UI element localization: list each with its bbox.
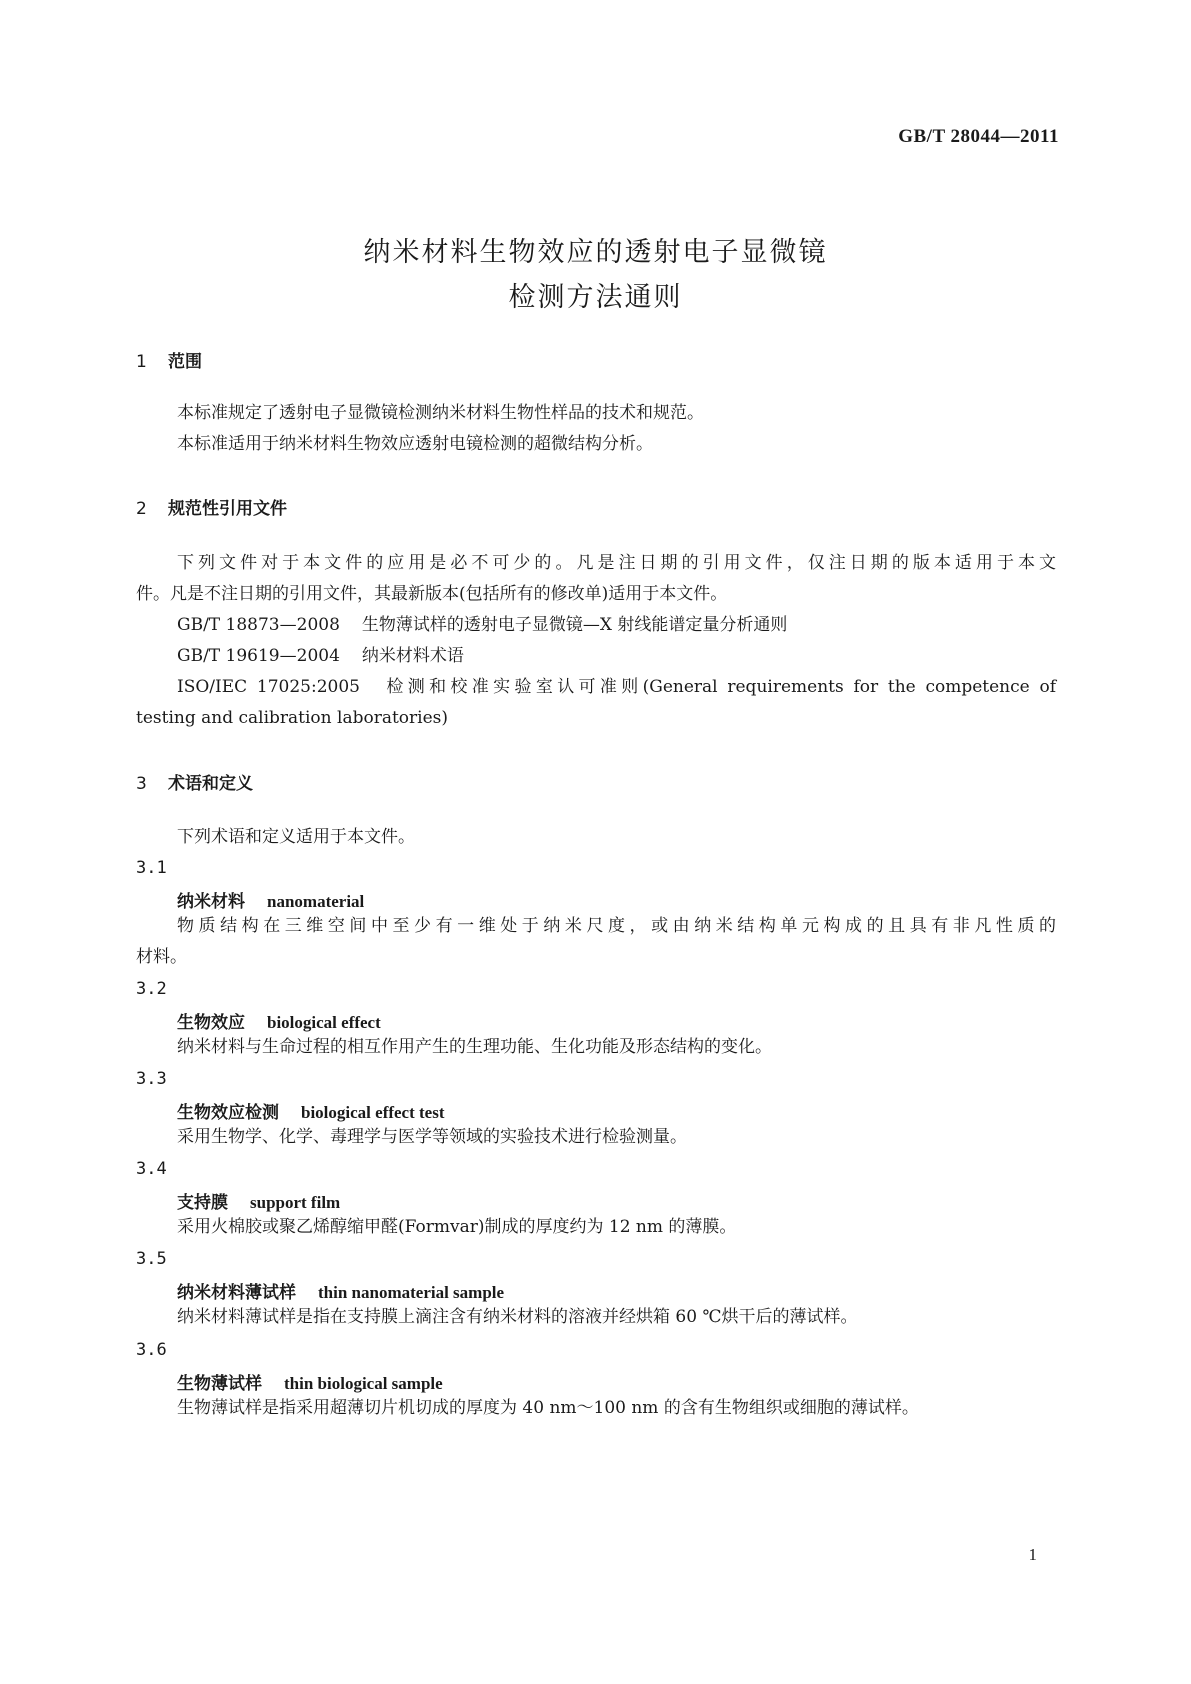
standard-number: GB/T 28044—2011	[898, 126, 1059, 147]
term-definition: 材料。	[136, 947, 187, 967]
reference-code: ISO/IEC 17025:2005	[177, 677, 360, 697]
term-heading	[177, 887, 364, 912]
term-en: thin biological sample	[284, 1374, 443, 1393]
term-number: 3.1	[136, 858, 167, 878]
term-definition: 纳米材料薄试样是指在支持膜上滴注含有纳米材料的溶液并经烘箱 60 ℃烘干后的薄试样。	[177, 1307, 858, 1327]
term-definition: 纳米材料与生命过程的相互作用产生的生理功能、生化功能及形态结构的变化。	[177, 1037, 772, 1057]
paragraph: 件。凡是不注日期的引用文件，其最新版本(包括所有的修改单)适用于本文件。	[136, 584, 728, 604]
reference-item	[177, 672, 1056, 703]
document-title-line2: 检测方法通则	[508, 282, 683, 313]
term-zh: 纳米材料薄试样	[177, 1283, 296, 1303]
section-2-heading	[136, 494, 287, 519]
term-zh: 生物效应	[177, 1013, 245, 1033]
paragraph: 下列文件对于本文件的应用是必不可少的。凡是注日期的引用文件，仅注日期的版本适用于本文	[177, 553, 1056, 573]
term-en: support film	[250, 1193, 341, 1212]
term-en: biological effect	[267, 1013, 381, 1032]
term-number: 3.2	[136, 979, 167, 999]
reference-code: GB/T 19619—2004	[177, 646, 340, 666]
reference-item	[177, 610, 787, 641]
term-zh: 纳米材料	[177, 892, 245, 912]
section-number: 3	[136, 774, 147, 794]
reference-code: GB/T 18873—2008	[177, 615, 340, 635]
term-en: thin nanomaterial sample	[318, 1283, 505, 1302]
section-1-heading	[136, 347, 202, 372]
term-definition: 生物薄试样是指采用超薄切片机切成的厚度为 40 nm～100 nm 的含有生物组织或细胞的薄试样。	[177, 1398, 919, 1418]
term-number: 3.4	[136, 1159, 167, 1179]
document-title-line1: 纳米材料生物效应的透射电子显微镜	[363, 237, 828, 268]
term-heading	[177, 1369, 443, 1394]
paragraph: 本标准适用于纳米材料生物效应透射电镜检测的超微结构分析。	[177, 434, 653, 454]
section-title: 规范性引用文件	[168, 499, 287, 519]
term-number: 3.6	[136, 1340, 167, 1360]
reference-title: 纳米材料术语	[361, 646, 464, 666]
term-zh: 生物效应检测	[177, 1103, 279, 1123]
term-zh: 生物薄试样	[177, 1374, 262, 1394]
section-title: 术语和定义	[168, 774, 253, 794]
section-3-heading	[136, 769, 253, 794]
paragraph: 本标准规定了透射电子显微镜检测纳米材料生物性样品的技术和规范。	[177, 403, 704, 423]
reference-continuation: testing and calibration laboratories)	[136, 708, 449, 728]
term-number: 3.5	[136, 1249, 167, 1269]
section-number: 1	[136, 352, 147, 372]
term-zh: 支持膜	[177, 1193, 228, 1213]
section-number: 2	[136, 499, 147, 519]
reference-title: 检测和校准实验室认可准则(General requirements for the competence of	[382, 677, 1056, 697]
section-title: 范围	[168, 352, 202, 372]
term-heading	[177, 1098, 445, 1123]
paragraph: 下列术语和定义适用于本文件。	[177, 827, 415, 847]
term-en: biological effect test	[301, 1103, 445, 1122]
term-definition: 物质结构在三维空间中至少有一维处于纳米尺度，或由纳米结构单元构成的且具有非凡性质的	[177, 916, 1056, 936]
term-number: 3.3	[136, 1069, 167, 1089]
term-en: nanomaterial	[267, 892, 365, 911]
page-number: 1	[1028, 1545, 1037, 1564]
term-heading	[177, 1008, 381, 1033]
reference-item	[177, 641, 464, 672]
term-definition: 采用火棉胶或聚乙烯醇缩甲醛(Formvar)制成的厚度约为 12 nm 的薄膜。	[177, 1217, 737, 1237]
term-definition: 采用生物学、化学、毒理学与医学等领域的实验技术进行检验测量。	[177, 1127, 687, 1147]
reference-title: 生物薄试样的透射电子显微镜—X 射线能谱定量分析通则	[361, 615, 788, 635]
term-heading	[177, 1278, 504, 1303]
term-heading	[177, 1188, 340, 1213]
